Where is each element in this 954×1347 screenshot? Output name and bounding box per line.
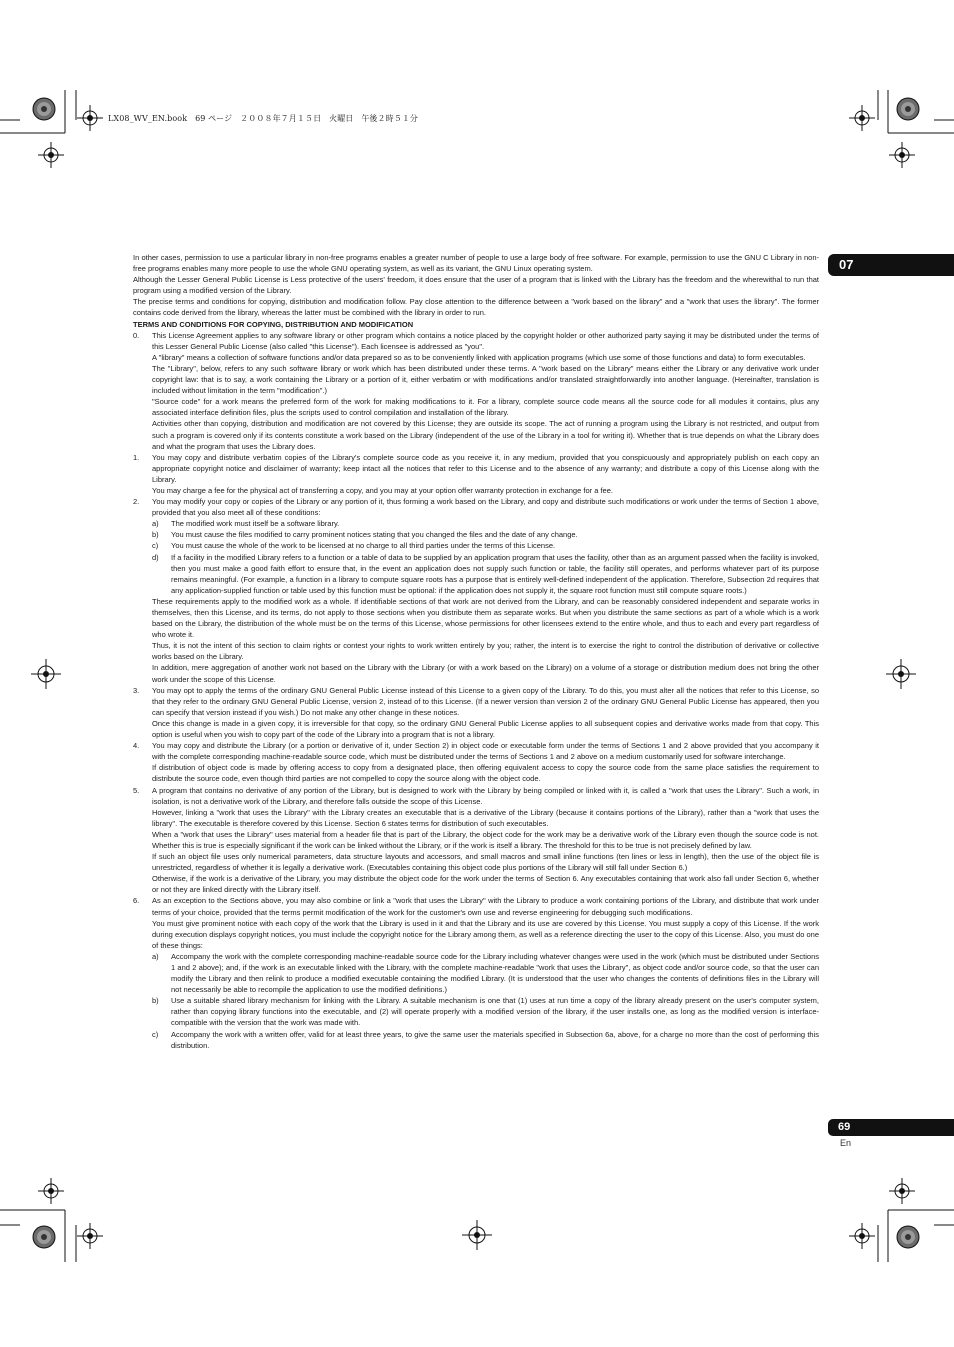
sub-item-text: Use a suitable shared library mechanism for linking with the Library. A suitable mechanism is one that (1) uses at run time a copy of the library already present on the user's computer system, rather than copying library functions into the executable, and (2) will operate properly with a modified version of the library, if the user installs one, as long as the modified version is interface-compatible with the version that the work was made with. xyxy=(171,996,819,1028)
section-paragraph: The "Library", below, refers to any such software library or work which has been distributed under these terms. A "work based on the Library" means either the Library or any derivative work under copyright law: that is to say, a work containing the Library or a portion of it, either verbatim or with modifications and/or translated straightforwardly into another language. (Hereinafter, translation is included without limitation in the term "modification".) xyxy=(152,363,819,396)
sub-item-text: Accompany the work with the complete corresponding machine-readable source code for the Library including whatever changes were used in the work (which must be distributed under Sections 1 and 2 above); and, if the work is an executable linked with the Library, with the complete machine-readable "work that uses the Library", as object code and/or source code, so that the user can modify the Library and then relink to produce a modified executable containing the modified Library. (It is understood that the user who changes the contents of definitions files in the Library will not necessarily be able to recompile the application to use the modified definitions.) xyxy=(171,951,819,995)
section-number: 2. xyxy=(133,497,140,507)
section-paragraph: "Source code" for a work means the preferred form of the work for making modifications to it. For a library, complete source code means all the source code for all modules it contains, plus any associated interface definition files, plus the scripts used to control compilation and installation of the library. xyxy=(152,397,819,418)
section-paragraph: You may charge a fee for the physical act of transferring a copy, and you may at your option offer warranty protection in exchange for a fee. xyxy=(152,485,613,495)
sub-item-number: c) xyxy=(152,541,159,551)
sub-item-number: a) xyxy=(152,519,159,529)
language-label: En xyxy=(840,1138,852,1148)
section-paragraph: When a "work that uses the Library" uses material from a header file that is part of the Library, the object code for the work may be a derivative work of the Library even though the source code is not. Whether this is true is especially significant if the work can be linked without the Library, or if the work is itself a library. The threshold for this to be true is not precisely defined by law. xyxy=(152,829,819,850)
registration-mark-icon xyxy=(38,142,64,168)
color-target-icon xyxy=(32,1225,56,1249)
sub-item-text: You must cause the whole of the work to be licensed at no charge to all third parties under the terms of this License. xyxy=(171,541,556,551)
section-paragraph: If such an object file uses only numerical parameters, data structure layouts and accessors, and small macros and small inline functions (ten lines or less in length), then the use of the object file is unrestricted, regardless of whether it is legally a derivative work. (Executables containing this object code plus portions of the Library will still fall under Section 6.) xyxy=(152,852,819,873)
section-paragraph: You may modify your copy or copies of the Library or any portion of it, thus forming a work based on the Library, and copy and distribute such modifications or work under the terms of Section 1 above, provided that you also meet all of these conditions: xyxy=(152,497,819,518)
section-number: 6. xyxy=(133,896,140,906)
registration-mark-icon xyxy=(38,1178,64,1204)
section-paragraph: Thus, it is not the intent of this section to claim rights or contest your rights to work written entirely by you; rather, the intent is to exercise the right to control the distribution of derivative or collective works based on the Library. xyxy=(152,641,819,662)
intro-paragraph: The precise terms and conditions for copying, distribution and modification follow. Pay close attention to the difference between a "work based on the library" and a "work that uses the library". The former contains code derived from the library, whereas the latter must be combined with the library in order to run. xyxy=(133,297,819,318)
terms-heading: TERMS AND CONDITIONS FOR COPYING, DISTRIBUTION AND MODIFICATION xyxy=(133,319,414,329)
chapter-tab: 07 xyxy=(828,254,954,276)
registration-mark-icon xyxy=(849,105,875,131)
section-paragraph: A "library" means a collection of software functions and/or data prepared so as to be conveniently linked with application programs (which use some of those functions and data) to form executables. xyxy=(152,352,806,362)
section-paragraph: You may copy and distribute the Library (or a portion or derivative of it, under Section 2) in object code or executable form under the terms of Sections 1 and 2 above provided that you accompany it with the complete corresponding machine-readable source code, which must be distributed under the terms of Sections 1 and 2 above on a medium customarily used for software interchange. xyxy=(152,741,819,762)
sub-item-number: d) xyxy=(152,552,159,562)
intro-paragraph: Although the Lesser General Public License is Less protective of the users' freedom, it does ensure that the user of a program that is linked with the Library has the freedom and the wherewithal to run that program using a modified version of the Library. xyxy=(133,275,819,296)
section-paragraph: You may opt to apply the terms of the ordinary GNU General Public License instead of this License to a given copy of the Library. To do this, you must alter all the notices that refer to this License, so that they refer to the ordinary GNU General Public License, version 2, instead of to this License. (If a newer version than version 2 of the ordinary GNU General Public License has appeared, then you can specify that version instead if you wish.) Do not make any other change in these notices. xyxy=(152,685,819,717)
registration-mark-icon xyxy=(462,1220,492,1250)
section-paragraph: A program that contains no derivative of any portion of the Library, but is designed to work with the Library by being compiled or linked with it, is called a "work that uses the Library". Such a work, in isolation, is not a derivative work of the Library, and therefore falls outside the scope of this License. xyxy=(152,785,819,806)
section-paragraph: You may copy and distribute verbatim copies of the Library's complete source code as you receive it, in any medium, provided that you conspicuously and appropriately publish on each copy an appropriate copyright notice and disclaimer of warranty; keep intact all the notices that refer to this License and to the absence of any warranty; and distribute a copy of this License along with the Library. xyxy=(152,452,819,484)
sub-item-text: Accompany the work with a written offer, valid for at least three years, to give the same user the materials specified in Subsection 6a, above, for a charge no more than the cost of performing this distribution. xyxy=(171,1029,819,1050)
section-paragraph: If distribution of object code is made by offering access to copy from a designated place, then offering equivalent access to copy the source code from the same place satisfies the requirement to distribute the source code, even though third parties are not compelled to copy the source along with the object code. xyxy=(152,763,819,784)
registration-mark-icon xyxy=(889,142,915,168)
section-paragraph: Activities other than copying, distribution and modification are not covered by this License; they are outside its scope. The act of running a program using the Library is not restricted, and output from such a program is covered only if its contents constitute a work based on the Library (independent of the use of the Library in a tool for writing it). Whether that is true depends on what the Library does and what the program that uses the Library does. xyxy=(152,419,819,451)
print-header: LX08_WV_EN.book 69 ページ ２００８年７月１５日 火曜日 午後２時５１分 xyxy=(108,114,419,123)
registration-mark-icon xyxy=(77,1223,103,1249)
section-number: 4. xyxy=(133,741,140,751)
section-paragraph: Once this change is made in a given copy, it is irreversible for that copy, so the ordinary GNU General Public License applies to all subsequent copies and derivative works made from that copy. This option is useful when you wish to copy part of the code of the Library into a program that is not a library. xyxy=(152,718,819,740)
intro-paragraph: In other cases, permission to use a particular library in non-free programs enables a greater number of people to use a large body of free software. For example, permission to use the GNU C Library in non-free programs enables many more people to use the whole GNU operating system, as well as its variant, the GNU Linux operating system. xyxy=(133,253,819,274)
sub-item-text: The modified work must itself be a software library. xyxy=(171,519,340,529)
color-target-icon xyxy=(896,1225,920,1249)
sub-item-number: b) xyxy=(152,996,159,1006)
sub-item-number: c) xyxy=(152,1029,159,1039)
registration-mark-icon xyxy=(886,659,916,689)
registration-mark-icon xyxy=(849,1223,875,1249)
color-target-icon xyxy=(32,97,56,121)
sub-item-text: If a facility in the modified Library refers to a function or a table of data to be supplied by an application program that uses the facility, other than as an argument passed when the facility is invoked, then you must make a good faith effort to ensure that, in the event an application does not supply such function or table, the facility still operates, and performs whatever part of its purpose remains meaningful. (For example, a function in a library to compute square roots has a purpose that is entirely well-defined independent of the application. Therefore, Subsection 2d requires that any application-supplied function or table used by this function must be optional: if the application does not supply it, the square root function must still compute square roots.) xyxy=(171,552,819,595)
section-paragraph: Otherwise, if the work is a derivative of the Library, you may distribute the object code for the work under the terms of Section 6. Any executables containing that work also fall under Section 6, whether or not they are linked directly with the Library itself. xyxy=(152,874,819,895)
section-number: 0. xyxy=(133,330,140,340)
sub-item-number: b) xyxy=(152,530,159,540)
section-paragraph: You must give prominent notice with each copy of the work that the Library is used in it and that the Library and its use are covered by this License. You must supply a copy of this License. If the work during execution displays copyright notices, you must include the copyright notice for the Library among them, as well as a reference directing the user to the copy of this License. Also, you must do one of these things: xyxy=(152,918,819,950)
section-paragraph: In addition, mere aggregation of another work not based on the Library with the Library (or with a work based on the Library) on a volume of a storage or distribution medium does not bring the other work under the scope of this License. xyxy=(152,663,819,684)
registration-mark-icon xyxy=(31,659,61,689)
page-number-tab: 69 xyxy=(828,1119,954,1136)
section-paragraph: However, linking a "work that uses the Library" with the Library creates an executable that is a derivative of the Library (because it contains portions of the Library), rather than a "work that uses the library". The executable is therefore covered by this License. Section 6 states terms for distribution of such executables. xyxy=(152,807,819,828)
section-number: 5. xyxy=(133,785,140,795)
registration-mark-icon xyxy=(889,1178,915,1204)
section-number: 1. xyxy=(133,452,140,462)
sub-item-text: You must cause the files modified to carry prominent notices stating that you changed the files and the date of any change. xyxy=(171,530,578,540)
section-paragraph: This License Agreement applies to any software library or other program which contains a notice placed by the copyright holder or other authorized party saying it may be distributed under the terms of this Lesser General Public License (also called "this License"). Each licensee is addressed as "you". xyxy=(152,330,819,351)
registration-mark-icon xyxy=(77,105,103,131)
section-number: 3. xyxy=(133,685,140,695)
color-target-icon xyxy=(896,97,920,121)
section-paragraph: As an exception to the Sections above, you may also combine or link a "work that uses the Library" with the Library to produce a work containing portions of the Library, and distribute that work under terms of your choice, provided that the terms permit modification of the work for the customer's own use and reverse engineering for debugging such modifications. xyxy=(152,896,819,917)
sub-item-number: a) xyxy=(152,951,159,961)
section-paragraph: These requirements apply to the modified work as a whole. If identifiable sections of that work are not derived from the Library, and can be reasonably considered independent and separate works in themselves, then this License, and its terms, do not apply to those sections when you distribute them as separate works. But when you distribute the same sections as part of a whole which is a work based on the Library, the distribution of the whole must be on the terms of this License, whose permissions for other licensees extend to the entire whole, and thus to each and every part regardless of who wrote it. xyxy=(152,596,819,640)
